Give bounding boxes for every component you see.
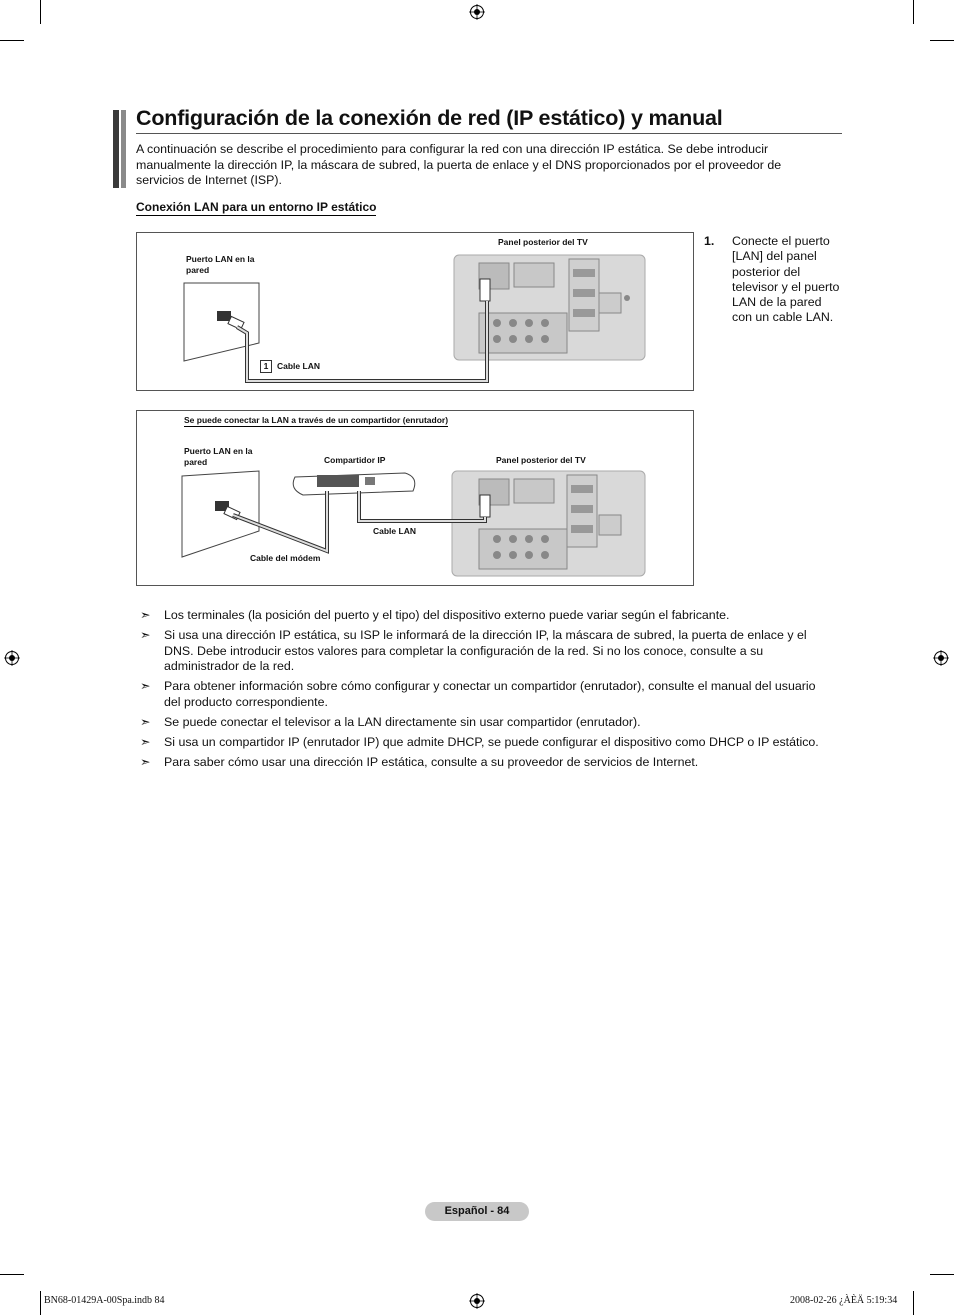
cable-lan-label: Cable LAN <box>277 361 320 371</box>
modem-cable-label: Cable del módem <box>250 553 321 563</box>
note-arrow-icon: ➣ <box>140 734 151 749</box>
note-item: ➣ Se puede conectar el televisor a la LAN directamente sin usar compartidor (enrutador). <box>140 714 641 729</box>
tv-panel-label: Panel posterior del TV <box>498 237 588 247</box>
crop-mark <box>930 1274 954 1275</box>
footer-timestamp: 2008-02-26 ¿ÀÈÄ 5:19:34 <box>790 1295 898 1306</box>
diagram-router-lan <box>136 410 694 586</box>
registration-mark-icon <box>933 650 949 666</box>
router-diagram-heading: Se puede conectar la LAN a través de un compartidor (enrutador) <box>184 415 449 425</box>
note-item: ➣ Si usa una dirección IP estática, su ISP le informará de la dirección IP, la máscara de subred, la puerta de enlace y el DNS. Debe introducir estos valores para completar la configuración de la red. Si no los conoce, consulte a su administrador de la red. <box>140 628 807 673</box>
step-number: 1. <box>704 234 715 248</box>
registration-mark-icon <box>4 650 20 666</box>
note-item: ➣ Para saber cómo usar una dirección IP estática, consulte a su proveedor de servicios de Internet. <box>140 754 699 769</box>
cable-lan-label: Cable LAN <box>373 526 416 536</box>
registration-mark-icon <box>469 1293 485 1309</box>
crop-mark <box>40 1291 41 1315</box>
note-arrow-icon: ➣ <box>140 754 151 769</box>
router-label: Compartidor IP <box>324 455 386 465</box>
wall-port-label: Puerto LAN en la pared <box>186 254 255 275</box>
note-arrow-icon: ➣ <box>140 714 151 729</box>
note-item: ➣ Los terminales (la posición del puerto y el tipo) del dispositivo externo puede variar según el fabricante. <box>140 608 730 622</box>
note-item: ➣ Para obtener información sobre cómo configurar y conectar un compartidor (enrutador), consulte el manual del usuario del producto correspondiente. <box>140 679 816 709</box>
note-arrow-icon: ➣ <box>140 679 151 693</box>
note-arrow-icon: ➣ <box>140 608 151 622</box>
intro-paragraph: A continuación se describe el procedimiento para configurar la red con una dirección IP estática. Se debe introducir manualmente la dirección IP, la máscara de subred, la puerta de enlace y el DNS proporcionados por el proveedor de servicios de Internet (ISP). <box>136 142 782 187</box>
section-subheading: Conexión LAN para un entorno IP estático <box>136 200 377 214</box>
footer-file-info: BN68-01429A-00Spa.indb 84 <box>44 1295 165 1306</box>
tv-panel-label: Panel posterior del TV <box>496 455 586 465</box>
page-title: Configuración de la conexión de red (IP estático) y manual <box>136 106 723 130</box>
wall-port-label: Puerto LAN en la pared <box>184 446 253 467</box>
title-rule <box>136 133 842 134</box>
crop-mark <box>930 40 954 41</box>
section-bar <box>121 110 126 188</box>
page-number: Español - 84 <box>425 1202 529 1221</box>
diagram-direct-lan <box>136 232 694 391</box>
diagram-router-lan-drawing <box>137 411 693 585</box>
section-bar <box>113 110 119 188</box>
crop-mark <box>0 1274 24 1275</box>
notes-list <box>140 608 820 775</box>
cable-number-badge: 1 <box>260 360 272 373</box>
note-item: ➣ Si usa un compartidor IP (enrutador IP) que admite DHCP, se puede configurar el dispositivo como DHCP o IP estático. <box>140 734 819 749</box>
note-arrow-icon: ➣ <box>140 628 151 642</box>
registration-mark-icon <box>469 4 485 20</box>
crop-mark <box>0 40 24 41</box>
step-text: Conecte el puerto [LAN] del panel posterior del televisor y el puerto LAN de la pared con un cable LAN. <box>732 234 840 325</box>
crop-mark <box>40 0 41 24</box>
crop-mark <box>913 0 914 24</box>
crop-mark <box>913 1291 914 1315</box>
